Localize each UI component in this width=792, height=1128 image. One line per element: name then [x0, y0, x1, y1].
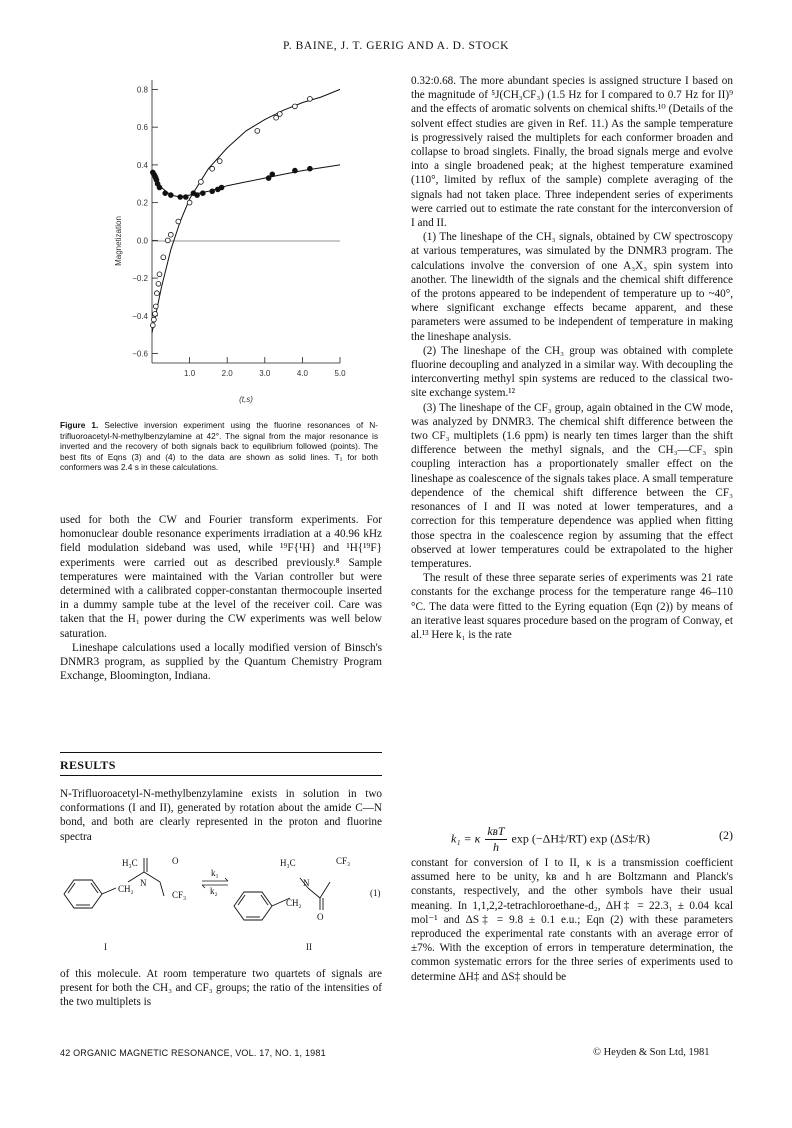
section-rule [60, 752, 382, 753]
o-label: O [317, 912, 324, 922]
paragraph: (2) The lineshape of the CH₃ group was obtained with complete fluorine decoupling and analyzed in a similar way. With decoupling the interconverting methyl spin systems are reduced to the classical two-site exchange system.¹² [411, 344, 733, 400]
equation-number: (2) [719, 828, 733, 842]
open-data-point [199, 180, 204, 185]
filled-data-point [210, 189, 215, 194]
o-label: O [172, 856, 179, 866]
paragraph: constant for conversion of I to II, κ is a transmission coefficient assumed here to be unity, kʙ and h are Boltzmann and Planck's constants, respectively, and the other symbols have their usual meaning. In 1,1,2,2-tetrachloroethane-d₂, ΔH‡ = 22.3₁ ± 0.04 kcal mol⁻¹ and ΔS‡ = 9.8 ± 0.1 e.u.; Eqn (2) with these parameters reproduced the experimental rate constants with an average error of ±7%. With the exception of errors in temperature determination, the common systematic errors for the three series of experiments used to determine ΔH‡ and ΔS‡ should be [411, 857, 733, 983]
y-tick-label: −0.4 [132, 311, 148, 321]
filled-data-point [168, 193, 173, 198]
data-points [150, 97, 312, 328]
open-data-point [157, 272, 162, 277]
open-data-point [161, 255, 166, 260]
open-data-point [187, 200, 192, 205]
y-tick-label: 0.8 [136, 85, 148, 95]
methods-text [60, 513, 382, 683]
paragraph: used for both the CW and Fourier transform experiments. For homonuclear double resonance experiments irradiation at a 40.96 kHz field modulation sideband was used, while ¹⁹F{¹H} and ¹H{¹⁹F} experiments were carried out as described previously.⁸ Sample temperatures were maintained with the Varian controller but were determined with a calibrated copper-constantan thermocouple inserted in a dummy sample tube at the level of the receiver coil. Care was taken that the H₁ power during the CW experiments was well below saturation. [60, 514, 382, 640]
equation-lhs: k₁ = κ [451, 831, 481, 846]
open-data-point [150, 323, 155, 328]
open-data-point [168, 232, 173, 237]
y-tick-label: 0.6 [136, 123, 148, 133]
filled-data-point [270, 172, 275, 177]
equation-rhs: exp (−ΔH‡/RT) exp (ΔS‡/R) [511, 831, 650, 846]
h3c-label: H₃C [280, 858, 296, 868]
caption-text: Selective inversion experiment using the fluorine resonances of N-trifluoroacetyl-N-methylbenzylamine at 42°. The signal from the major resonance is inverted and the recovery of both signals back to equilibrium followed (points). The best fits of Eqns (3) and (4) to the data are shown as solid lines. T₁ for both conformers was 2.4 s in these calculations. [60, 420, 378, 473]
x-tick-label: 5.0 [334, 369, 346, 378]
right-column-text [411, 74, 733, 642]
filled-data-point [308, 166, 313, 171]
open-data-point [152, 317, 157, 322]
open-data-point [153, 312, 158, 317]
filled-data-point [178, 195, 183, 200]
structure-label: II [306, 942, 312, 952]
filled-data-point [293, 168, 298, 173]
filled-data-point [183, 195, 188, 200]
open-data-point [155, 291, 160, 296]
equation-number: (1) [370, 888, 381, 898]
y-tick-label: 0.4 [136, 160, 148, 170]
n-label: N [303, 878, 310, 888]
h3c-label: H₃C [122, 858, 138, 868]
open-data-point [165, 238, 170, 243]
open-data-point [293, 104, 298, 109]
y-tick-label: 0.0 [136, 236, 148, 246]
caption-label: Figure 1. [60, 420, 99, 430]
filled-data-point [157, 185, 162, 190]
filled-data-point [219, 185, 224, 190]
open-data-point [255, 129, 260, 134]
open-data-point [156, 281, 161, 286]
structure-II [234, 878, 330, 920]
structure-I [64, 858, 164, 908]
ch2-label: CH₂ [118, 884, 134, 894]
filled-data-point [266, 176, 271, 181]
journal-footer: 42 ORGANIC MAGNETIC RESONANCE, VOL. 17, NO. 1, 1981 [60, 1048, 326, 1058]
n-label: N [140, 878, 147, 888]
x-ticks [184, 357, 346, 378]
copyright-footer: © Heyden & Son Ltd, 1981 [593, 1047, 710, 1058]
x-axis-label: (t,s) [239, 395, 253, 404]
paragraph: N-Trifluoroacetyl-N-methylbenzylamine exists in solution in two conformations (I and II), generated by rotation about the amide C—N bond, and both are clearly represented in the proton and fluorine spectra [60, 788, 382, 843]
ch2-label: CH₂ [286, 898, 302, 908]
filled-data-point [163, 191, 168, 196]
cf3-label: CF₃ [172, 890, 187, 900]
structure-label: I [104, 942, 107, 952]
y-tick-label: −0.6 [132, 349, 148, 359]
results-text-continued [60, 967, 382, 1010]
fit-curves [152, 89, 340, 332]
figure-1-plot [92, 68, 392, 408]
equation-fraction [485, 824, 506, 855]
figure-caption [60, 420, 378, 473]
open-data-point [210, 166, 215, 171]
open-data-point [176, 219, 181, 224]
fraction-denominator: h [492, 840, 499, 854]
running-header: P. BAINE, J. T. GERIG AND A. D. STOCK [282, 40, 510, 52]
right-column-text-continued [411, 856, 733, 984]
open-data-point [308, 97, 313, 102]
cf3-label: CF₃ [336, 856, 351, 866]
k1-label: k₁ [211, 868, 219, 878]
x-tick-label: 4.0 [296, 369, 308, 378]
open-data-point [274, 115, 279, 120]
paragraph: (1) The lineshape of the CH₃ signals, obtained by CW spectroscopy at various temperatures, was simulated by the DNMR3 program. The calculations involve the conversion of one A₃X₃ spin system into another. The linewidth of the signals and the chemical shift difference of the protons appeared to be independent of temperature up to ~40°, where significant exchange effects became apparent, and these parameters were assumed to be independent of temperature in making the lineshape analysis. [411, 231, 733, 343]
open-data-point [153, 304, 158, 309]
y-axis-label: Magnetization [114, 216, 123, 266]
paragraph: (3) The lineshape of the CF₃ group, again obtained in the CW mode, was analyzed by DNMR3. The chemical shift difference between the two CF₃ multiplets (1.6 ppm) is nearly ten times larger than the shift difference between the methyl signals, and the CH₃—CF₃ spin coupling interaction has a proportionately smaller effect on the lineshape as coalescence of the signals takes place. A small temperature dependence of the chemical shift difference between the CF₃ resonances of I and II was noted at lower temperatures, and a correction for this temperature dependence was applied when fitting those spectra in the coalescence region by assuming that the effect observed at lower temperatures could be extrapolated to the higher temperatures. [411, 401, 733, 570]
x-tick-label: 3.0 [259, 369, 271, 378]
eyring-equation [411, 816, 733, 852]
filled-data-point [195, 193, 200, 198]
y-tick-label: 0.2 [136, 198, 148, 208]
y-tick-label: −0.2 [132, 274, 148, 284]
fraction-numerator: kʙT [487, 824, 505, 838]
paragraph: 0.32:0.68. The more abundant species is assigned structure I based on the magnitude of ⁵J(CH₃CF₃) (1.5 Hz for I compared to 0.7 Hz for II)⁹ and the effects of aromatic solvents on chemical shifts.¹⁰ (Details of the solvent effect studies are given in Ref. 11.) As the sample temperature is progressively raised the multiplets for each conformer broaden and collapse to broad singlets. Finally, the broad signals merge and evolve into a single broadened peak; at the highest temperature examined (110°, limited by reflux of the sample) complete averaging of the signals had not taken place. Three independent series of experiments were carried out to estimate the rate constant for the interconversion of I and II. [411, 75, 733, 230]
results-text [60, 787, 382, 844]
fit-curve-1 [152, 89, 340, 332]
open-data-point [277, 112, 282, 117]
open-data-point [217, 159, 222, 164]
k2-label: k₂ [210, 886, 218, 896]
x-tick-label: 1.0 [184, 369, 196, 378]
paragraph: of this molecule. At room temperature two quartets of signals are present for both the CH₃ and CF₃ groups; the ratio of the intensities of the two multiplets is [60, 968, 382, 1009]
section-heading: RESULTS [60, 758, 116, 772]
conformer-scheme [60, 852, 400, 962]
x-tick-label: 2.0 [221, 369, 233, 378]
section-rule [60, 775, 382, 776]
paragraph: The result of these three separate series of experiments was 21 rate constants for the exchange process for the temperature range 46–110 °C. The data were fitted to the Eyring equation (Eqn (2)) by means of an iterative least squares procedure based on the program of Conway, et al.¹³ Here k₁ is the rate [411, 572, 733, 641]
filled-data-point [200, 191, 205, 196]
paragraph: Lineshape calculations used a locally modified version of Binsch's DNMR3 program, as supplied by the Quantum Chemistry Program Exchange, Bloomington, Indiana. [60, 641, 382, 683]
